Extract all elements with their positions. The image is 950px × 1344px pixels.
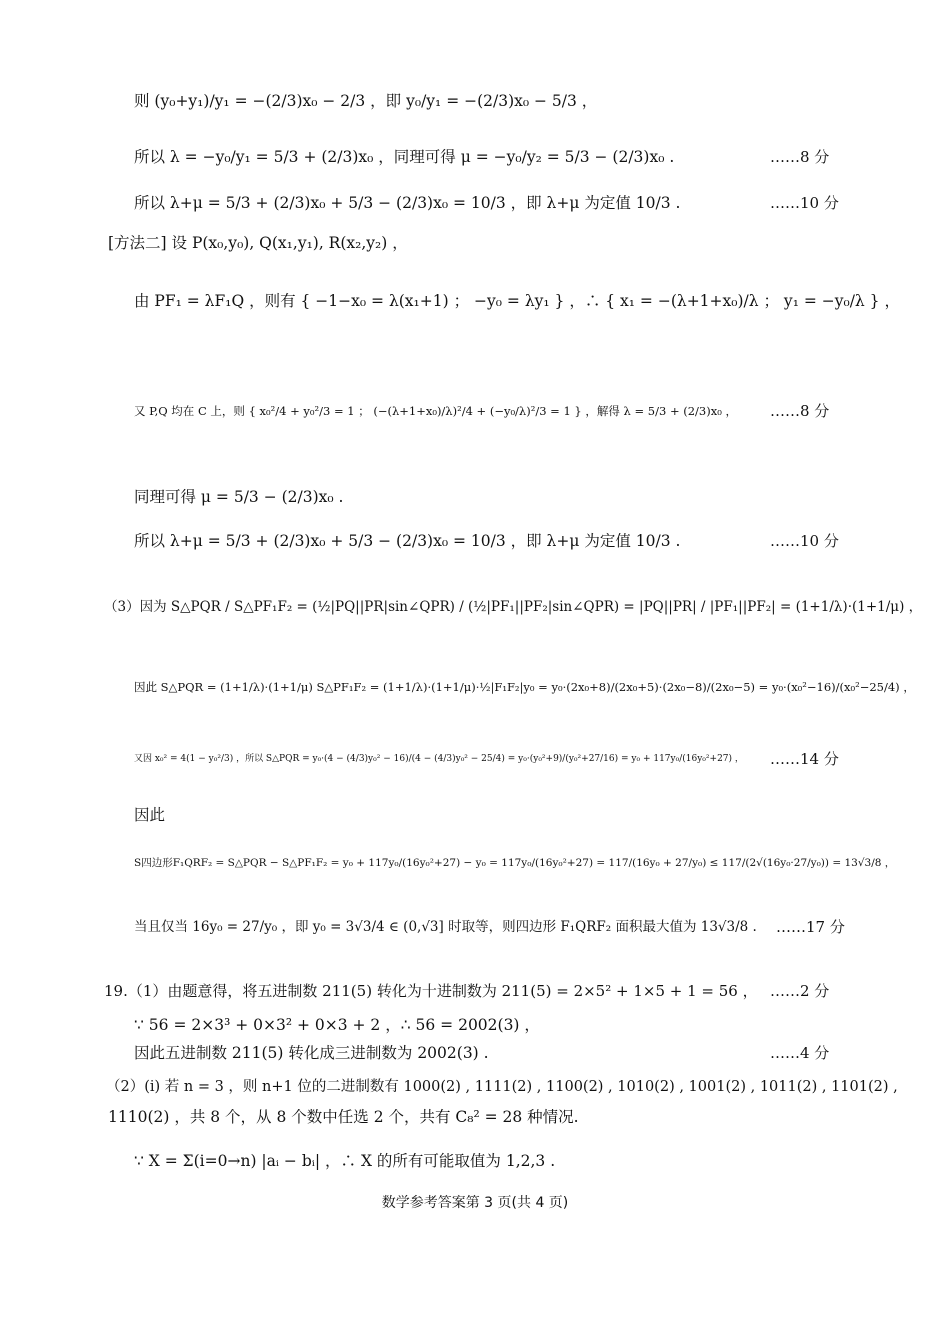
solution-text: （2）(i) 若 n = 3 ，则 n+1 位的二进制数有 1000(2) , 1111(2) , 1100(2) , 1010(2) , 1001(2) , 1011(2) , 1101(2) , — [106, 1079, 898, 1095]
score-mark: ……17 分 — [776, 918, 845, 936]
solution-text: 则 (y₀+y₁)/y₁ = −(2/3)x₀ − 2/3 ，即 y₀/y₁ = −(2/3)x₀ − 5/3 ， — [134, 92, 598, 110]
solution-text: 所以 λ = −y₀/y₁ = 5/3 + (2/3)x₀ ，同理可得 μ = −y₀/y₂ = 5/3 − (2/3)x₀ . — [134, 148, 675, 166]
score-mark: ……4 分 — [770, 1044, 830, 1062]
score-mark: ……10 分 — [770, 532, 839, 550]
solution-text: 由 PF₁ = λF₁Q ，则有 { −1−x₀ = λ(x₁+1) ； −y₀ = λy₁ } ，∴ { x₁ = −(λ+1+x₀)/λ ； y₁ = −y₀/λ } ， — [134, 292, 900, 310]
solution-text: ∵ 56 = 2×3³ + 0×3² + 0×3 + 2 ，∴ 56 = 2002(3) ， — [134, 1016, 540, 1034]
score-mark: ……2 分 — [770, 982, 830, 1000]
method-heading: [方法二] 设 P(x₀,y₀), Q(x₁,y₁), R(x₂,y₂) ， — [108, 234, 408, 252]
solution-text: 因此五进制数 211(5) 转化成三进制数为 2002(3) . — [134, 1044, 489, 1062]
solution-text: 1110(2) ，共 8 个，从 8 个数中任选 2 个，共有 C₈² = 28 种情况. — [108, 1108, 579, 1126]
solution-text: 当且仅当 16y₀ = 27/y₀ ，即 y₀ = 3√3/4 ∈ (0,√3] 时取等，则四边形 F₁QRF₂ 面积最大值为 13√3/8 . — [134, 919, 757, 935]
page-footer: 数学参考答案第 3 页(共 4 页) — [381, 1195, 569, 1211]
solution-text: S四边形F₁QRF₂ = S△PQR − S△PF₁F₂ = y₀ + 117y₀/(16y₀²+27) − y₀ = 117y₀/(16y₀²+27) = 117/(16y₀ + 27/y₀) ≤ 117/(2√(16y₀·27/y₀)) = 13√3/8 ， — [134, 857, 896, 869]
problem-19-text: 19.（1）由题意得，将五进制数 211(5) 转化为十进制数为 211(5) = 2×5² + 1×5 + 1 = 56 ， — [104, 982, 758, 1000]
score-mark: ……8 分 — [770, 148, 830, 166]
solution-text: 又 P,Q 均在 C 上，则 { x₀²/4 + y₀²/3 = 1 ； (−(λ+1+x₀)/λ)²/4 + (−y₀/λ)²/3 = 1 } ，解得 λ = 5/3 + (2/3)x₀ ， — [134, 404, 737, 418]
solution-text: 又因 x₀² = 4(1 − y₀²/3) ，所以 S△PQR = y₀·(4 − (4/3)y₀² − 16)/(4 − (4/3)y₀² − 25/4) = y₀·(y₀²+9)/(y₀²+27/16) = y₀ + 117y₀/(16y₀²+27) ， — [134, 754, 744, 764]
solution-text: 所以 λ+μ = 5/3 + (2/3)x₀ + 5/3 − (2/3)x₀ = 10/3 ，即 λ+μ 为定值 10/3 . — [134, 194, 681, 212]
solution-text: （3）因为 S△PQR / S△PF₁F₂ = (½|PQ||PR|sin∠QPR) / (½|PF₁||PF₂|sin∠QPR) = |PQ||PR| / |PF₁||PF₂| = (1+1/λ)·(1+1/μ) ， — [104, 599, 923, 615]
solution-text: 因此 — [134, 806, 166, 824]
solution-text: 所以 λ+μ = 5/3 + (2/3)x₀ + 5/3 − (2/3)x₀ = 10/3 ，即 λ+μ 为定值 10/3 . — [134, 532, 681, 550]
solution-text: 因此 S△PQR = (1+1/λ)·(1+1/μ) S△PF₁F₂ = (1+1/λ)·(1+1/μ)·½|F₁F₂|y₀ = y₀·(2x₀+8)/(2x₀+5)·(2x₀−8)/(2x₀−5) = y₀·(x₀²−16)/(x₀²−25/4) ， — [134, 680, 915, 694]
score-mark: ……14 分 — [770, 750, 839, 768]
solution-text: ∵ X = Σ(i=0→n) |aᵢ − bᵢ| ，∴ X 的所有可能取值为 1,2,3 . — [134, 1152, 556, 1170]
score-mark: ……8 分 — [770, 402, 830, 420]
score-mark: ……10 分 — [770, 194, 839, 212]
solution-text: 同理可得 μ = 5/3 − (2/3)x₀ . — [134, 488, 344, 506]
